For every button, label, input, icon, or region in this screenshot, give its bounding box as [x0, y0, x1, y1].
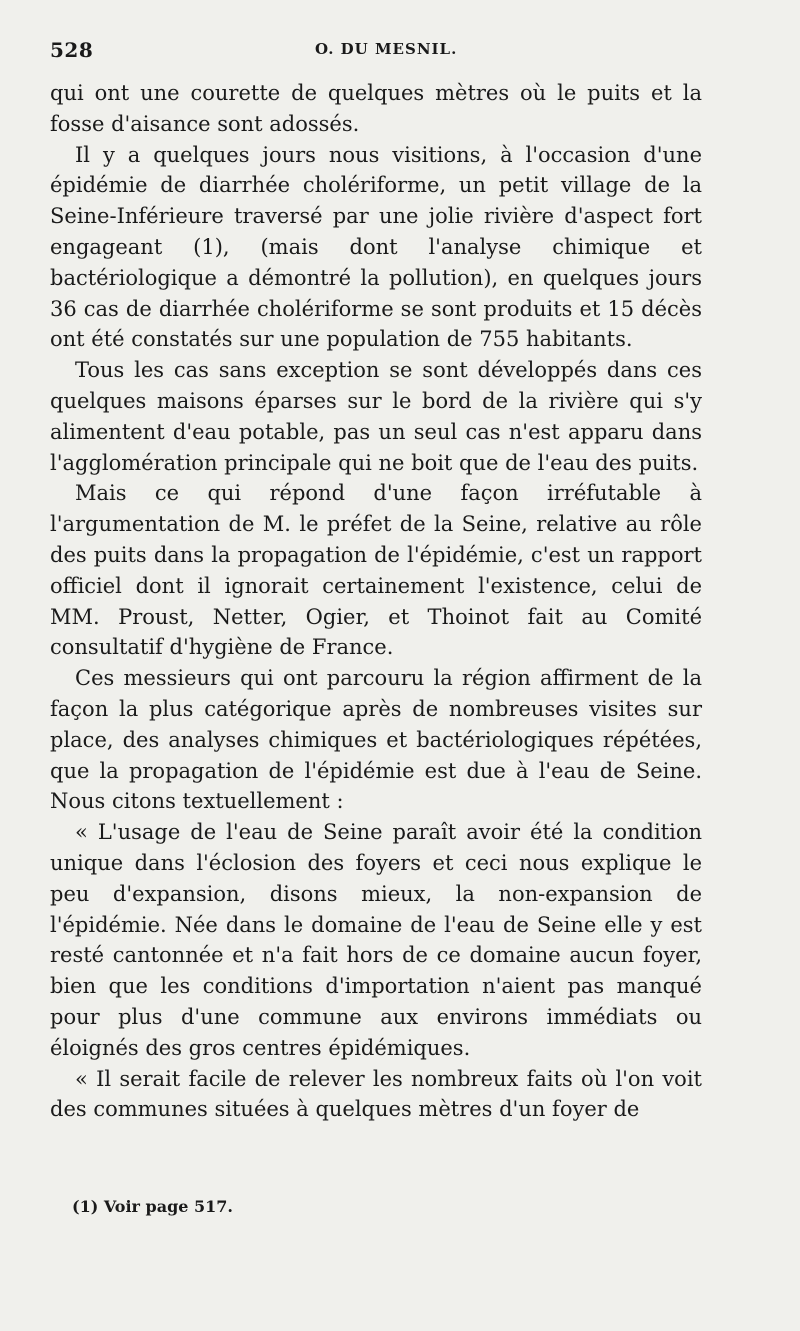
body-text	[50, 78, 702, 1125]
paragraph: Ces messieurs qui ont parcouru la région affirment de la façon la plus catégorique après de nombreuses visites sur place, des analyses chimiques et bactériologiques répétées, que la propagation de l'épidémie est due à l'eau de Seine. Nous citons textuellement :	[50, 666, 702, 814]
paragraph: Mais ce qui répond d'une façon irréfutable à l'argumentation de M. le préfet de la Seine, relative au rôle des puits dans la propagation de l'épidémie, c'est un rapport officiel dont il ignorait certainement l'existence, celui de MM. Proust, Netter, Ogier, et Thoinot fait au Comité consultatif d'hygiène de France.	[50, 481, 702, 660]
running-head	[50, 38, 705, 72]
running-title: O. DU MESNIL.	[315, 40, 458, 58]
quoted-paragraph: « Il serait facile de relever les nombreux faits où l'on voit des communes situées à quelques mètres d'un foyer de	[50, 1066, 702, 1122]
quoted-paragraph: « L'usage de l'eau de Seine paraît avoir été la condition unique dans l'éclosion des foyers et ceci nous explique le peu d'expansion, disons mieux, la non-expansion de l'épidémie. Née dans le domaine de l'eau de Seine elle y est resté cantonnée et n'a fait hors de ce domaine aucun foyer, bien que les conditions d'importation n'aient pas manqué pour plus d'une commune aux environs immédiats ou éloignés des gros centres épidémiques.	[50, 820, 702, 1060]
paragraph: Il y a quelques jours nous visitions, à l'occasion d'une épidémie de diarrhée cholériforme, un petit village de la Seine-Inférieure traversé par une jolie rivière d'aspect fort engageant (1), (mais dont l'analyse chimique et bactériologique a démontré la pollution), en quelques jours 36 cas de diarrhée cholériforme se sont produits et 15 décès ont été constatés sur une population de 755 habitants.	[50, 142, 702, 352]
page-number: 528	[50, 38, 94, 62]
footnote: (1) Voir page 517.	[72, 1197, 233, 1216]
paragraph: Tous les cas sans exception se sont développés dans ces quelques maisons éparses sur le bord de la rivière qui s'y alimentent d'eau potable, pas un seul cas n'est apparu dans l'agglomération principale qui ne boit que de l'eau des puits.	[50, 358, 702, 475]
paragraph-continuation: qui ont une courette de quelques mètres où le puits et la fosse d'aisance sont adossés.	[50, 81, 702, 136]
